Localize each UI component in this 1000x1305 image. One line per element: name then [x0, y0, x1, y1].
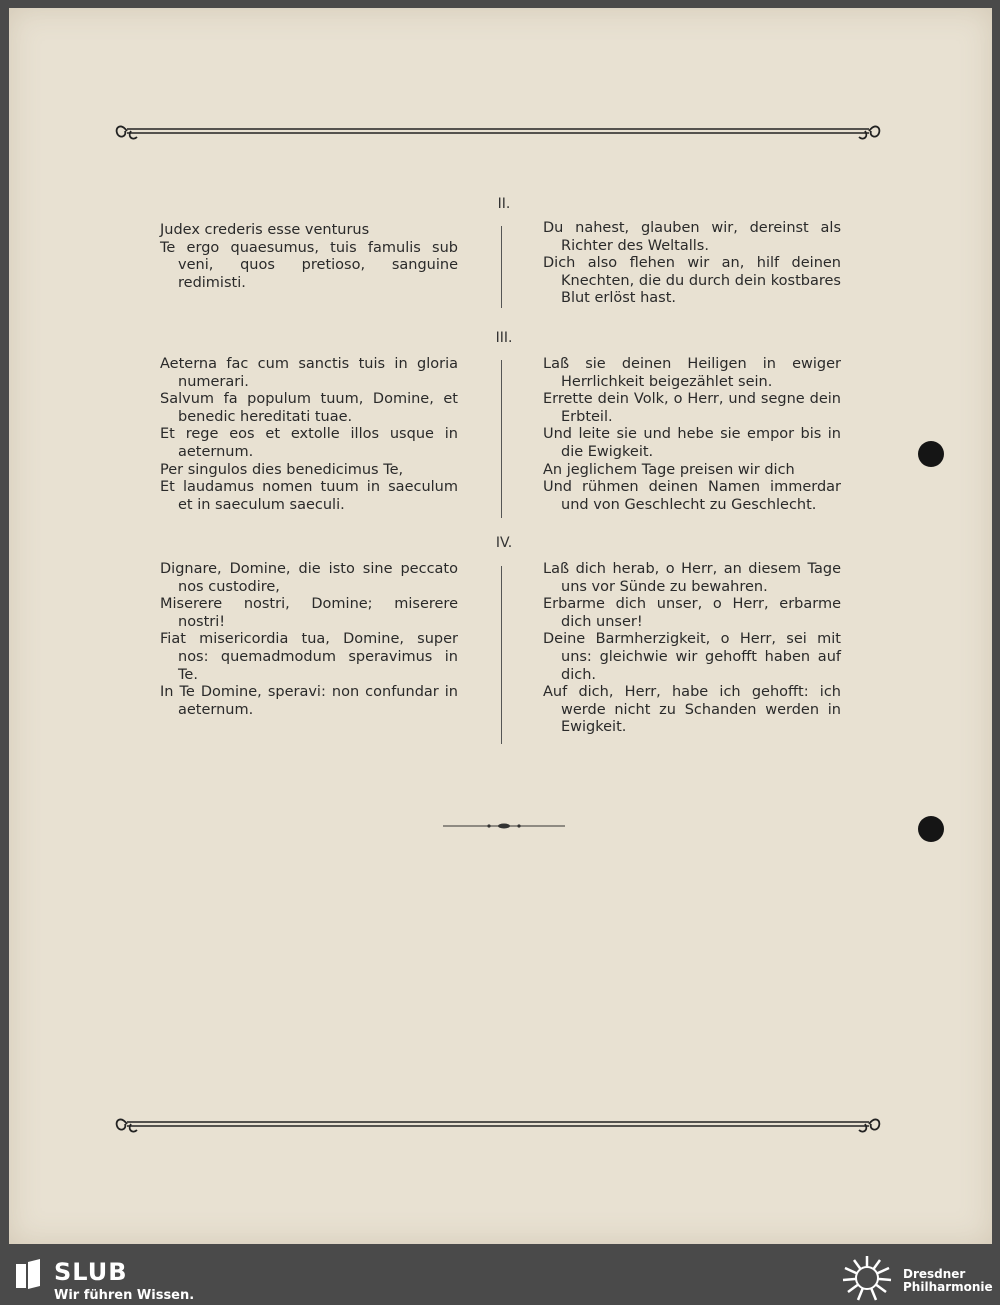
- german-line: An jeglichem Tage preisen wir dich: [543, 461, 795, 478]
- latin-line: Te ergo quaesumus, tuis famulis sub veni, quos pretioso, sanguine redimisti.: [160, 239, 458, 291]
- punch-hole: [918, 816, 944, 842]
- slub-logo-icon[interactable]: [14, 1258, 42, 1290]
- top-ornamental-rule: [9, 110, 992, 150]
- section-iii-german: [543, 356, 841, 514]
- latin-line: Aeterna fac cum sanctis tuis in gloria numerari.: [160, 356, 458, 390]
- latin-line: Per singulos dies benedicimus Te,: [160, 461, 404, 478]
- german-line: Laß dich herab, o Herr, an diesem Tage uns vor Sünde zu bewahren.: [543, 561, 841, 595]
- german-line: Und leite sie und hebe sie empor bis in die Ewigkeit.: [543, 426, 841, 460]
- german-line: Deine Barmherzigkeit, o Herr, sei mit uns: gleichwie wir gehofft haben auf dich.: [543, 631, 841, 683]
- footer-bar: [0, 1250, 1000, 1305]
- slub-title[interactable]: SLUB: [54, 1258, 128, 1286]
- latin-line: Dignare, Domine, die isto sine peccato nos custodire,: [160, 561, 458, 595]
- punch-hole: [918, 441, 944, 467]
- section-iv-latin: [160, 561, 458, 719]
- column-divider: [501, 226, 502, 308]
- section-numeral-ii: II.: [497, 196, 511, 212]
- latin-line: Miserere nostri, Domine; miserere nostri!: [160, 596, 458, 630]
- latin-line: Et rege eos et extolle illos usque in aeternum.: [160, 426, 458, 460]
- german-line: Laß sie deinen Heiligen in ewiger Herrlichkeit beigezählet sein.: [543, 356, 841, 390]
- german-line: Du nahest, glauben wir, dereinst als Richter des Weltalls.: [543, 220, 841, 254]
- partner-name: [903, 1268, 993, 1294]
- german-line: Und rühmen deinen Namen immerdar und von Geschlecht zu Geschlecht.: [543, 479, 841, 513]
- latin-line: Et laudamus nomen tuum in saeculum et in saeculum saeculi.: [160, 479, 458, 513]
- document-page: [9, 8, 992, 1244]
- center-flourish-divider: [439, 820, 569, 832]
- column-divider: [501, 566, 502, 744]
- latin-line: In Te Domine, speravi: non confundar in aeternum.: [160, 684, 458, 718]
- section-numeral-iii: III.: [495, 330, 513, 346]
- german-line: Erbarme dich unser, o Herr, erbarme dich unser!: [543, 596, 841, 630]
- slub-tagline: Wir führen Wissen.: [54, 1288, 195, 1303]
- partner-name-line1: Dresdner: [903, 1267, 966, 1281]
- german-line: Dich also flehen wir an, hilf deinen Knechten, die du durch dein kostbares Blut erlöst hast.: [543, 255, 841, 307]
- section-iv-german: [543, 561, 841, 737]
- latin-line: Fiat misericordia tua, Domine, super nos: quemadmodum speravimus in Te.: [160, 631, 458, 683]
- section-ii-german: [543, 220, 841, 308]
- german-line: Errette dein Volk, o Herr, und segne dein Erbteil.: [543, 391, 841, 425]
- column-divider: [501, 360, 502, 518]
- latin-line: Salvum fa populum tuum, Domine, et benedic hereditati tuae.: [160, 391, 458, 425]
- partner-name-line2: Philharmonie: [903, 1280, 993, 1294]
- bottom-ornamental-rule: [9, 1103, 992, 1143]
- dresdner-philharmonie-logo-icon[interactable]: [840, 1254, 894, 1302]
- section-numeral-iv: IV.: [495, 535, 513, 551]
- german-line: Auf dich, Herr, habe ich gehofft: ich werde nicht zu Schanden werden in Ewigkeit.: [543, 684, 841, 736]
- section-iii-latin: [160, 356, 458, 514]
- section-ii-latin: [160, 222, 458, 292]
- latin-line: Judex crederis esse venturus: [160, 222, 370, 238]
